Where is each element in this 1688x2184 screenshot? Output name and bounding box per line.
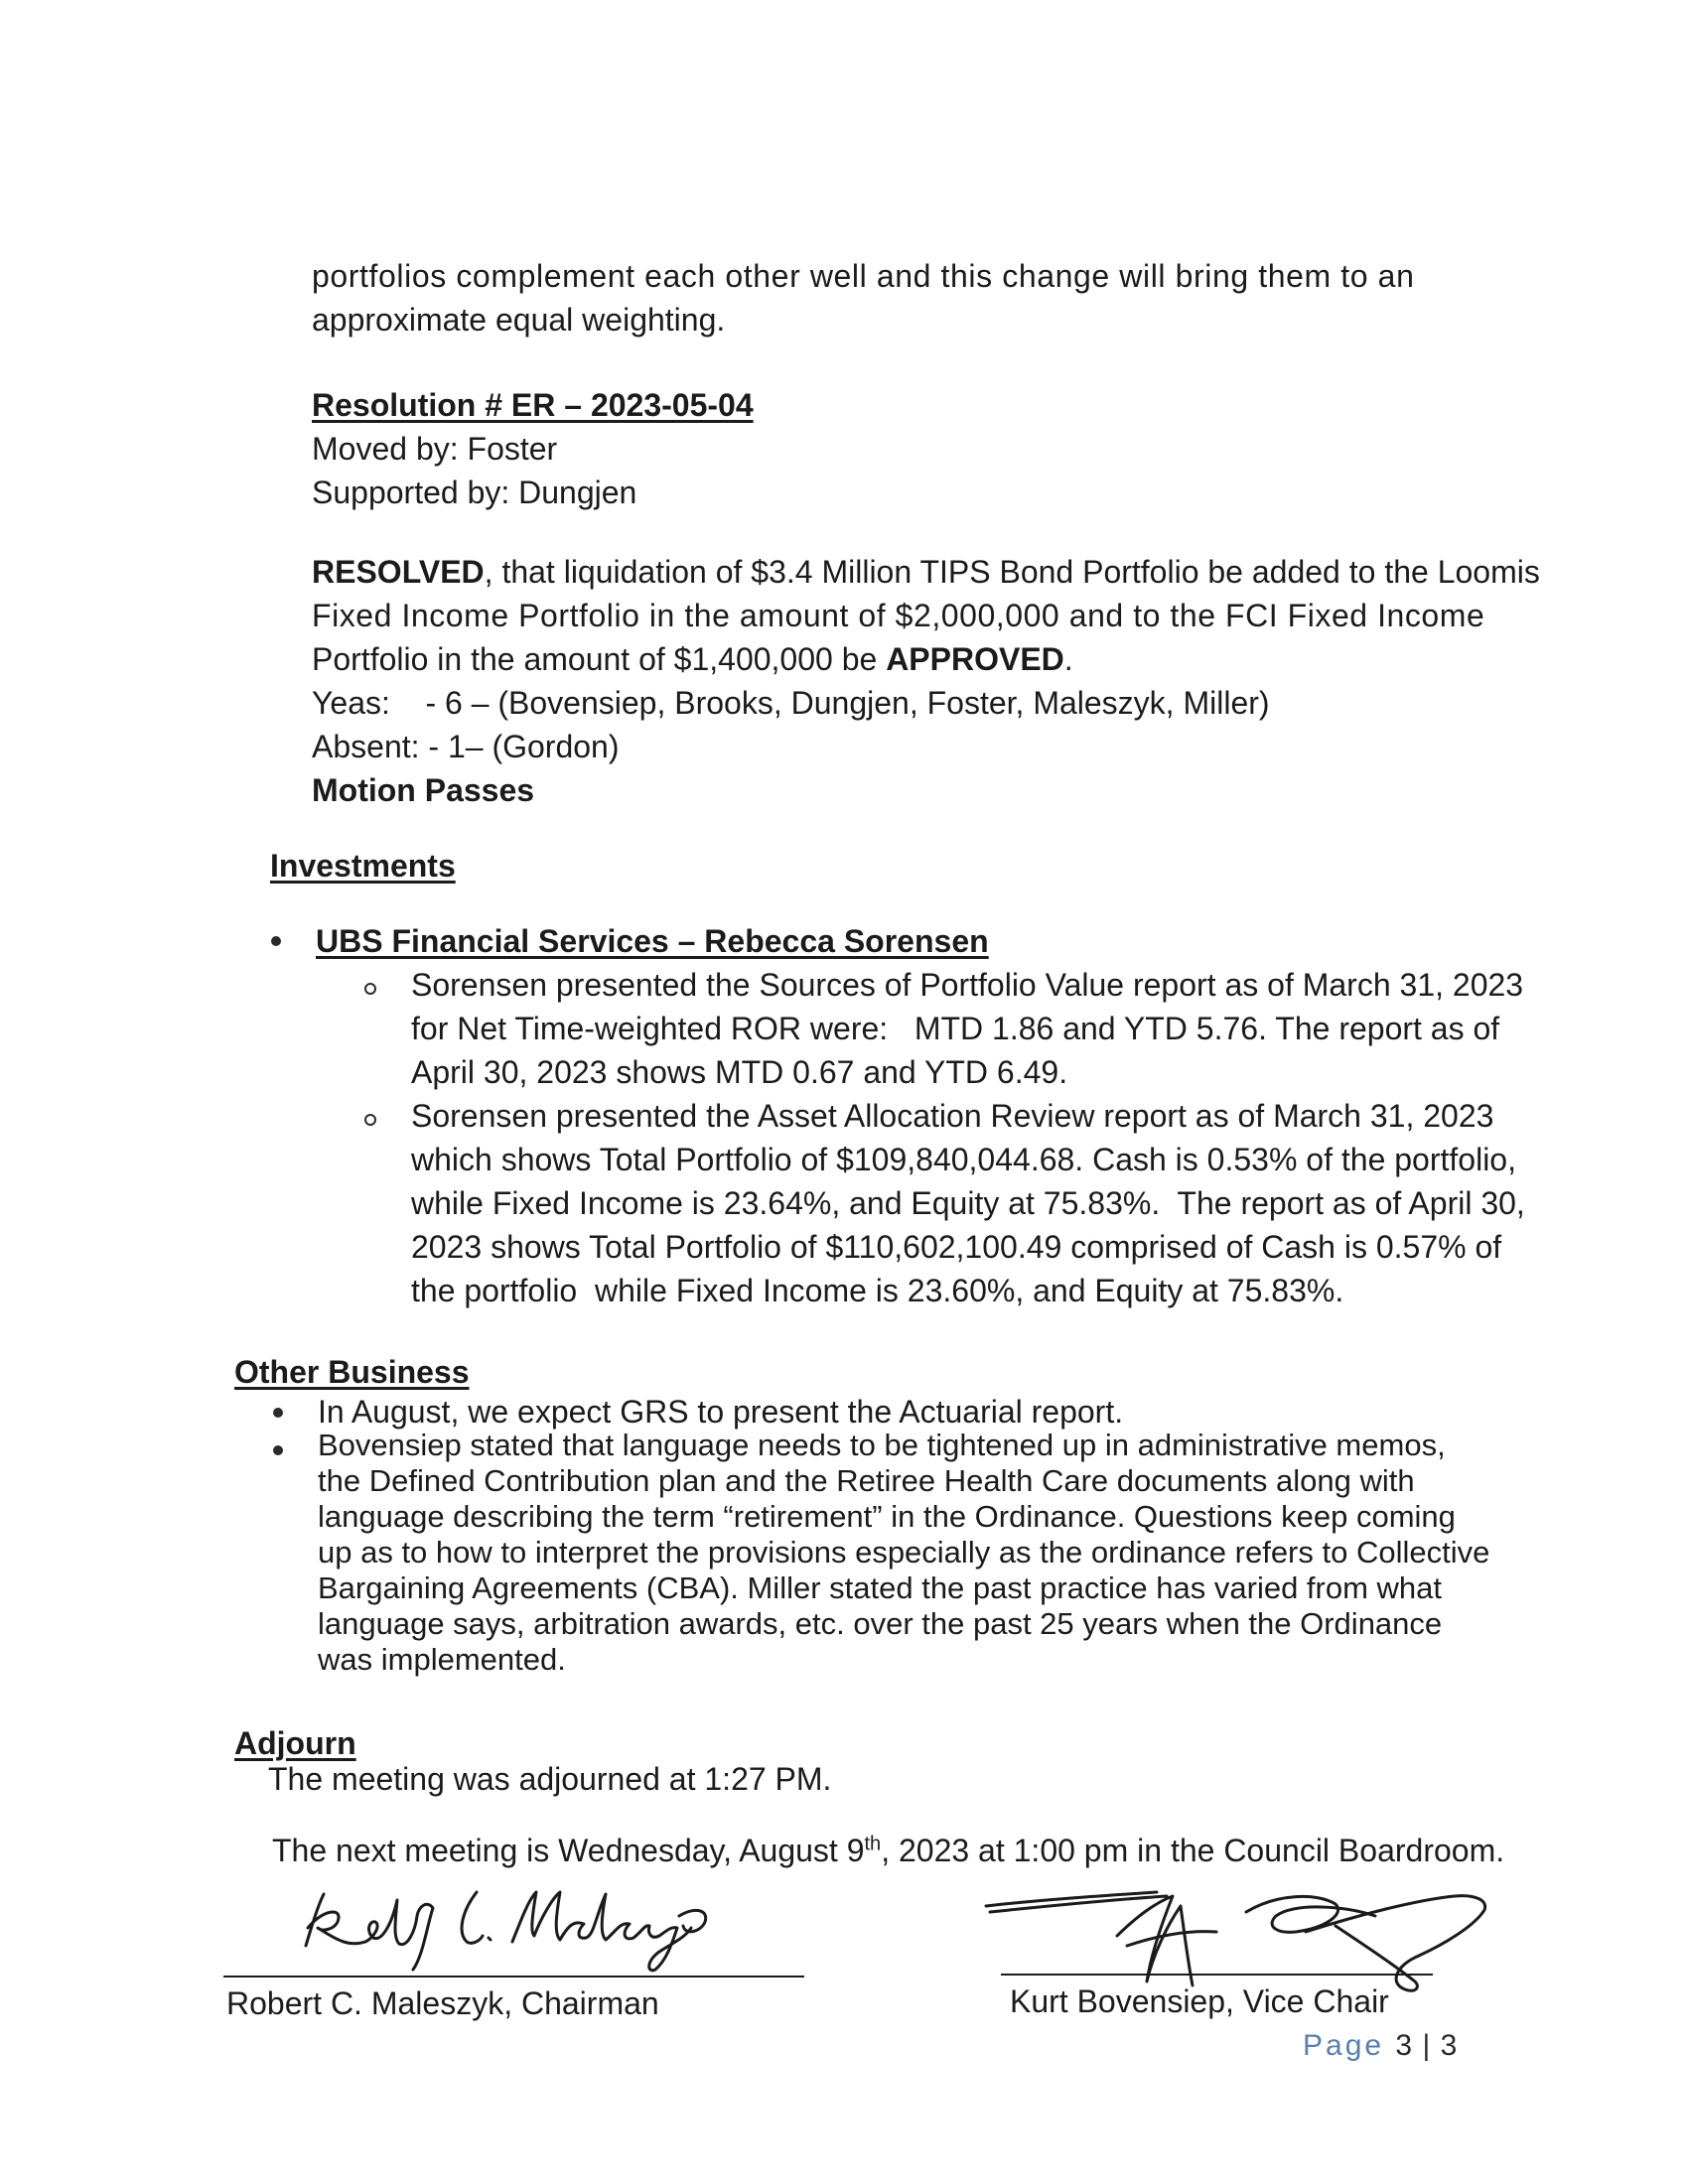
yeas-line: Yeas: - 6 – (Bovensiep, Brooks, Dungjen, Foster, Maleszyk, Miller) xyxy=(312,685,1270,721)
page-label: Page xyxy=(1303,2029,1385,2062)
vice-chair-name: Kurt Bovensiep, Vice Chair xyxy=(1010,1983,1389,2019)
ubs-sub-item-2: Sorensen presented the Asset Allocation Review report as of March 31, 2023 which shows Total Portfolio of $109,840,044.68. Cash is 0.53% of the portfolio, while Fixed Income is 23.64%, and Equity at 75.83%. The report as of April 30, 2023 shows Total Portfolio of $110,602,100.49 comprised of Cash is 0.57% of the portfolio while Fixed Income is 23.60%, and Equity at 75.83%. xyxy=(411,1098,1525,1308)
resolved-word: RESOLVED xyxy=(312,554,485,590)
other-business-item-2: Bovensiep stated that language needs to be tightened up in administrative memos, the Defined Contribution plan and the Retiree Health Care documents along with language describing the term “retirement” in the Ordinance. Questions keep coming up as to how to interpret the provisions especially as the ordinance refers to Collective Bargaining Agreements (CBA). Miller stated the past practice has varied from what language says, arbitration awards, etc. over the past 25 years when the Ordinance was implemented. xyxy=(318,1428,1490,1677)
intro-line-1: portfolios complement each other well and this change will bring them to an xyxy=(312,258,1415,294)
page-number xyxy=(1303,2029,1458,2063)
page-number-value: 3 | 3 xyxy=(1395,2029,1459,2062)
chairman-name-block xyxy=(226,1981,659,2025)
next-meeting-text: The next meeting is Wednesday, August 9th, 2023 at 1:00 pm in the Council Boardroom. xyxy=(272,1833,1505,1868)
resolved-line-1: , that liquidation of $3.4 Million TIPS Bond Portfolio be added to the Loomis xyxy=(484,554,1540,590)
investments-heading: Investments xyxy=(270,848,456,884)
bullet-dot-icon xyxy=(273,1445,283,1455)
bullet-dot-icon xyxy=(273,1408,283,1418)
adjourn-text: The meeting was adjourned at 1:27 PM. xyxy=(268,1761,832,1797)
adjourn-text-block xyxy=(268,1757,831,1801)
ubs-heading: UBS Financial Services – Rebecca Sorensen xyxy=(316,923,989,959)
chairman-signature-line xyxy=(223,1976,804,1978)
absent-line: Absent: - 1– (Gordon) xyxy=(312,729,620,764)
moved-by: Moved by: Foster xyxy=(312,431,558,467)
chairman-name: Robert C. Maleszyk, Chairman xyxy=(226,1985,659,2021)
other-business-heading: Other Business xyxy=(234,1354,470,1390)
investments-heading-block xyxy=(270,844,456,887)
supported-by: Supported by: Dungjen xyxy=(312,475,637,510)
resolved-line-3: Portfolio in the amount of $1,400,000 be xyxy=(312,641,887,677)
sub-bullet-circle-icon xyxy=(364,1114,376,1126)
vice-chair-signature-line xyxy=(1001,1974,1433,1976)
adjourn-heading: Adjourn xyxy=(234,1725,356,1761)
chairman-signature-icon xyxy=(278,1866,794,1976)
intro-line-2: approximate equal weighting. xyxy=(312,302,726,338)
resolved-paragraph: RESOLVED, that liquidation of $3.4 Million TIPS Bond Portfolio be added to the Loomis Fixed Income Portfolio in the amount of $2,000,000 and to the FCI Fixed Income Portfolio in the amount of $1,400,000 be APPROVED. Yeas: - 6 – (Bovensiep, Brooks, Dungjen, Foster, Maleszyk, Miller) Absent: - 1– (Gordon) Motion Passes xyxy=(312,550,1583,812)
bullet-dot-icon xyxy=(271,936,281,946)
sub-bullet-circle-icon xyxy=(364,983,376,995)
approved-word: APPROVED xyxy=(886,641,1064,677)
other-business-heading-block xyxy=(234,1350,470,1394)
motion-passes: Motion Passes xyxy=(312,772,535,808)
intro-paragraph xyxy=(312,254,1503,341)
resolution-heading: Resolution # ER – 2023-05-04 xyxy=(312,387,754,423)
vice-chair-name-block xyxy=(1010,1979,1389,2023)
ubs-heading-block xyxy=(316,919,989,963)
other-business-item-1: In August, we expect GRS to present the Actuarial report. xyxy=(318,1394,1124,1430)
ubs-sub-item-1: Sorensen presented the Sources of Portfolio Value report as of March 31, 2023 for Net Time-weighted ROR were: MTD 1.86 and YTD 5.76. The report as of April 30, 2023 shows MTD 0.67 and YTD 6.49. xyxy=(411,967,1524,1090)
resolved-line-2: Fixed Income Portfolio in the amount of $2,000,000 and to the FCI Fixed Income xyxy=(312,598,1485,633)
resolution-section xyxy=(312,383,1583,514)
